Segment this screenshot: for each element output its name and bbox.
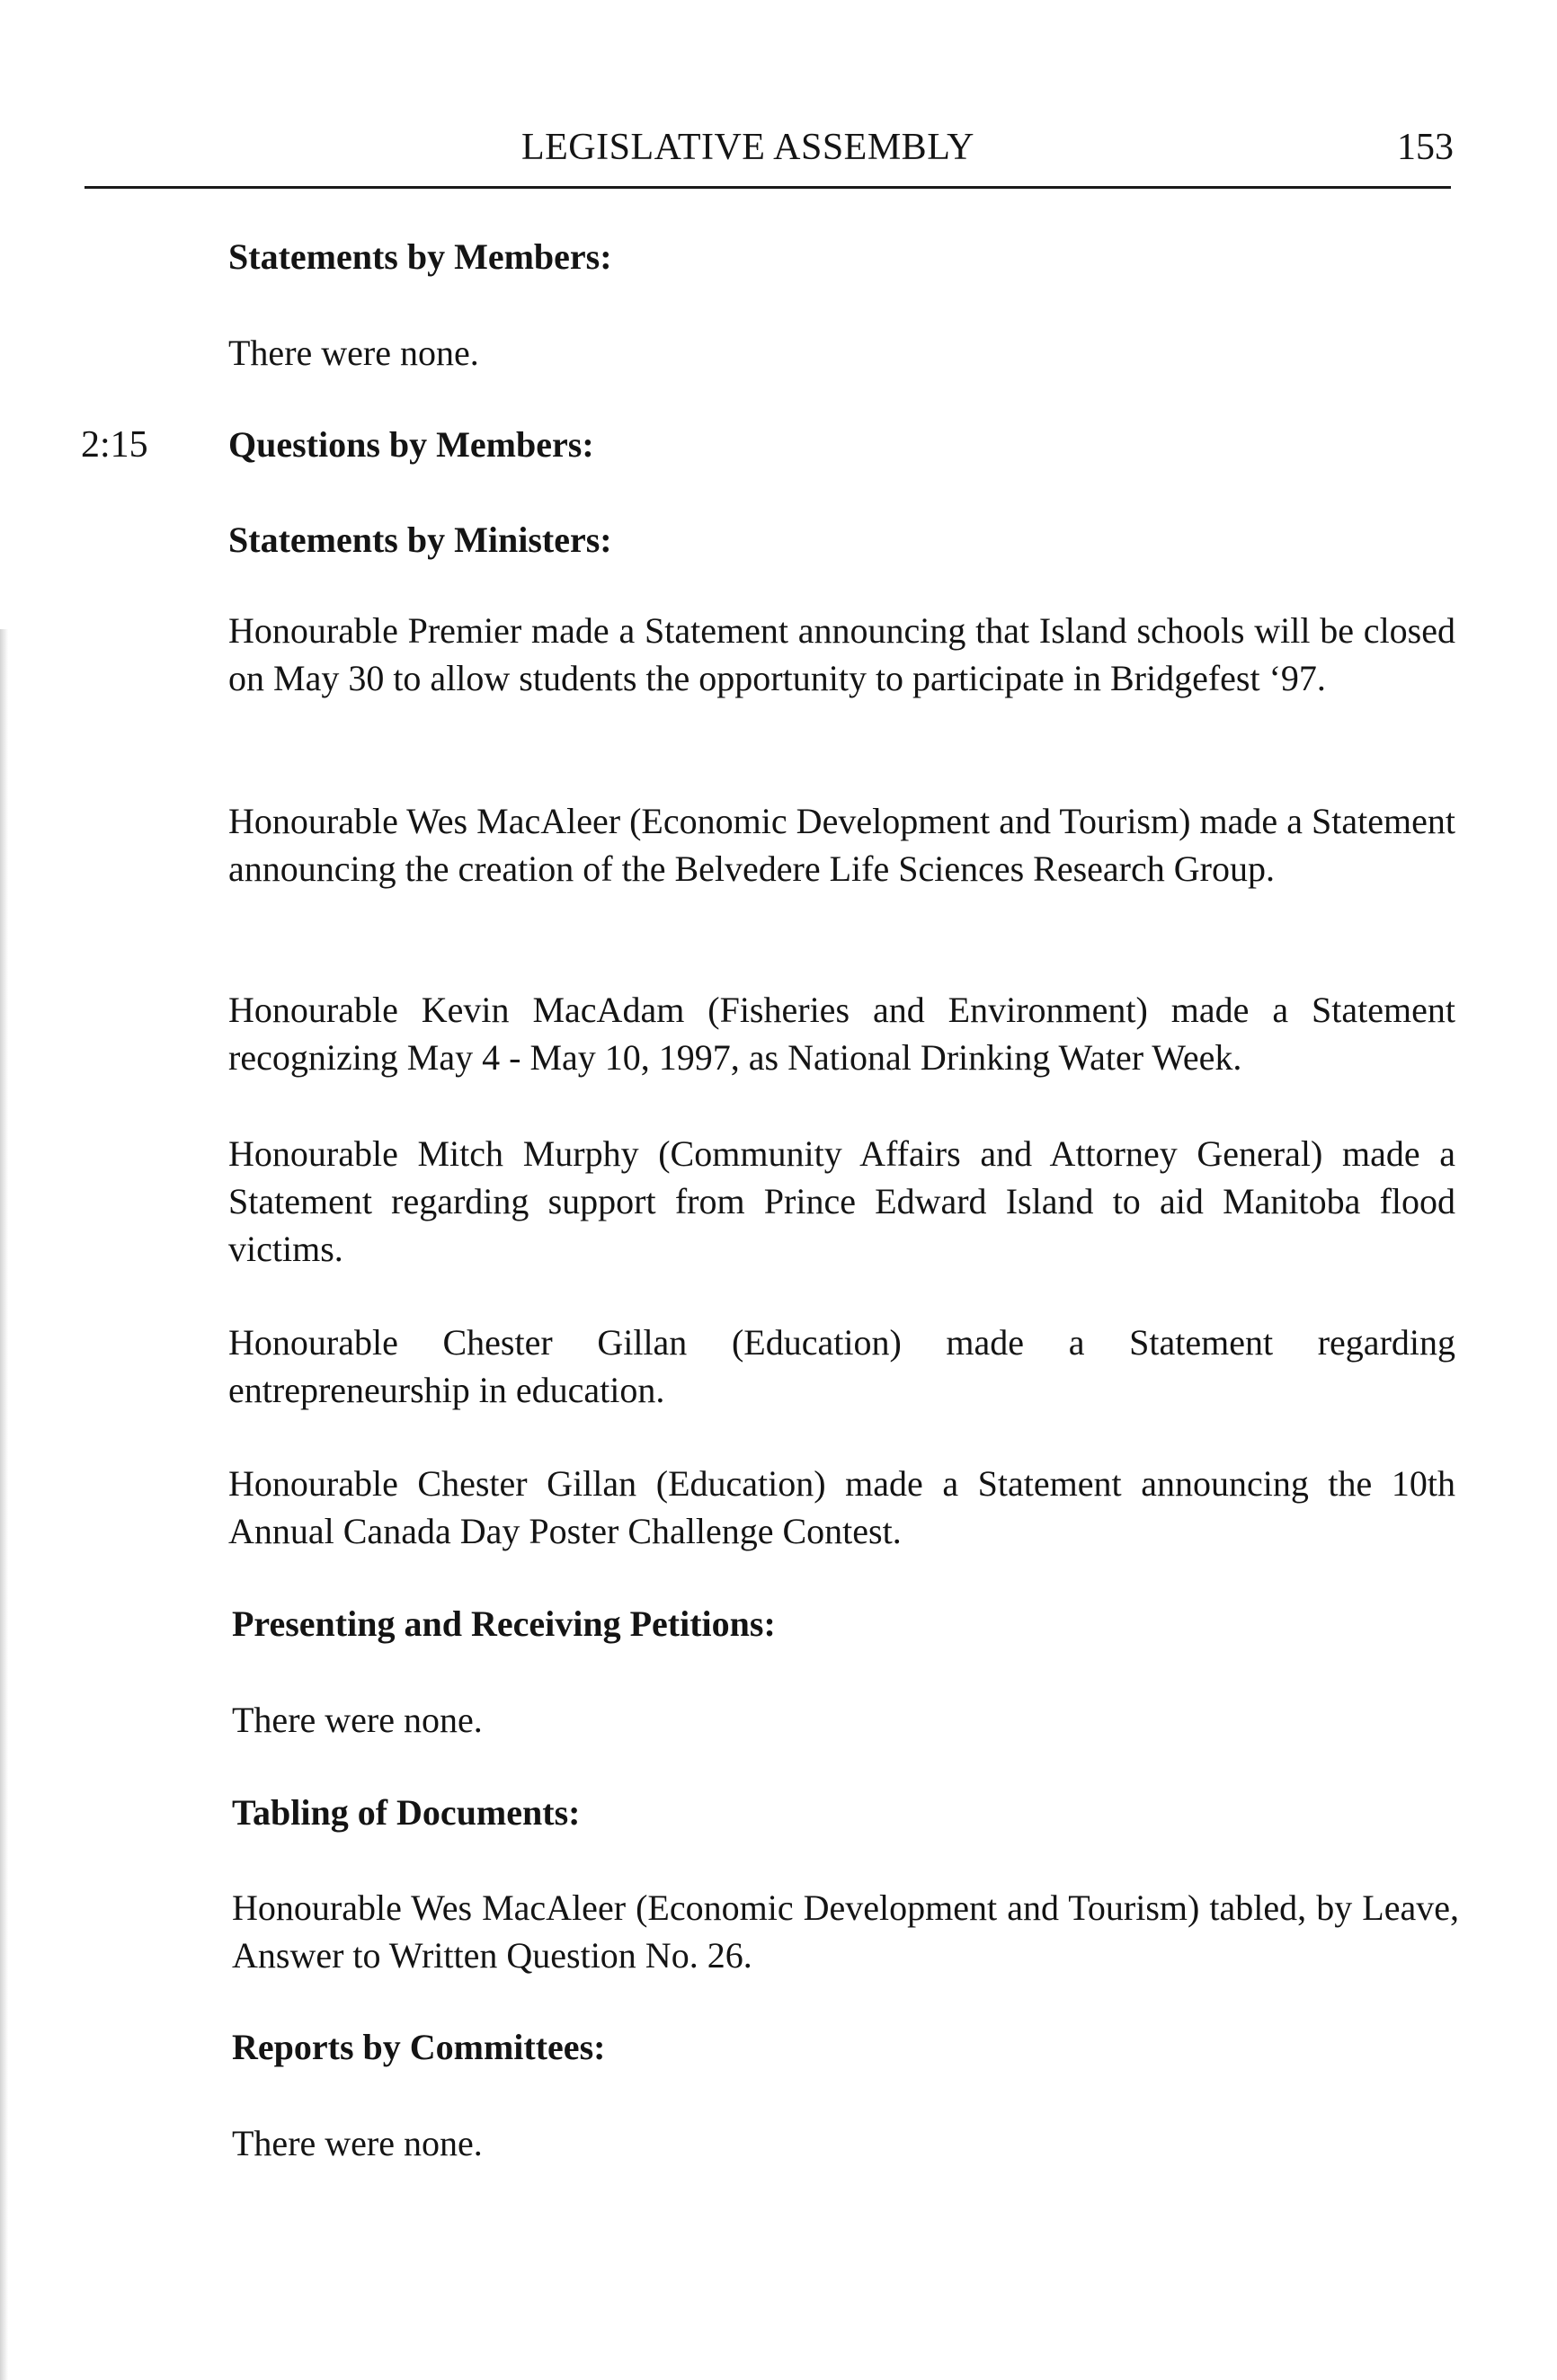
- presenting-petitions-text: There were none.: [232, 1700, 483, 1740]
- heading-questions-by-members: Questions by Members:: [228, 424, 594, 465]
- ministerial-statement: Honourable Mitch Murphy (Community Affairs and Attorney General) made a Statement regarding support from Prince Edward Island to aid Manitoba flood victims.: [228, 1133, 1455, 1269]
- heading-presenting-petitions: Presenting and Receiving Petitions:: [232, 1603, 776, 1644]
- page-edge-shadow: [0, 629, 8, 2380]
- ministerial-statement: Honourable Chester Gillan (Education) made a Statement regarding entrepreneurship in education.: [228, 1322, 1455, 1410]
- ministerial-statement: Honourable Kevin MacAdam (Fisheries and Environment) made a Statement recognizing May 4 - May 10, 1997, as National Drinking Water Week.: [228, 990, 1455, 1078]
- ministerial-statement: Honourable Wes MacAleer (Economic Development and Tourism) made a Statement announcing the creation of the Belvedere Life Sciences Research Group.: [228, 801, 1455, 889]
- time-marker: 2:15: [81, 424, 148, 466]
- tabling-of-documents-text: Honourable Wes MacAleer (Economic Development and Tourism) tabled, by Leave, Answer to Written Question No. 26.: [232, 1887, 1459, 1976]
- heading-statements-by-ministers: Statements by Ministers:: [228, 520, 612, 560]
- page-number: 153: [1397, 127, 1454, 168]
- header-rule: [85, 186, 1451, 189]
- reports-by-committees-text: There were none.: [232, 2123, 483, 2163]
- running-head: LEGISLATIVE ASSEMBLY: [521, 127, 974, 168]
- heading-tabling-of-documents: Tabling of Documents:: [232, 1792, 581, 1833]
- heading-statements-by-members: Statements by Members:: [228, 236, 612, 277]
- ministerial-statement: Honourable Chester Gillan (Education) made a Statement announcing the 10th Annual Canada Day Poster Challenge Contest.: [228, 1463, 1455, 1551]
- statements-by-members-text: There were none.: [228, 333, 479, 373]
- heading-reports-by-committees: Reports by Committees:: [232, 2027, 606, 2067]
- ministerial-statement: Honourable Premier made a Statement announcing that Island schools will be closed on May 30 to allow students the opportunity to participate in Bridgefest ‘97.: [228, 610, 1455, 698]
